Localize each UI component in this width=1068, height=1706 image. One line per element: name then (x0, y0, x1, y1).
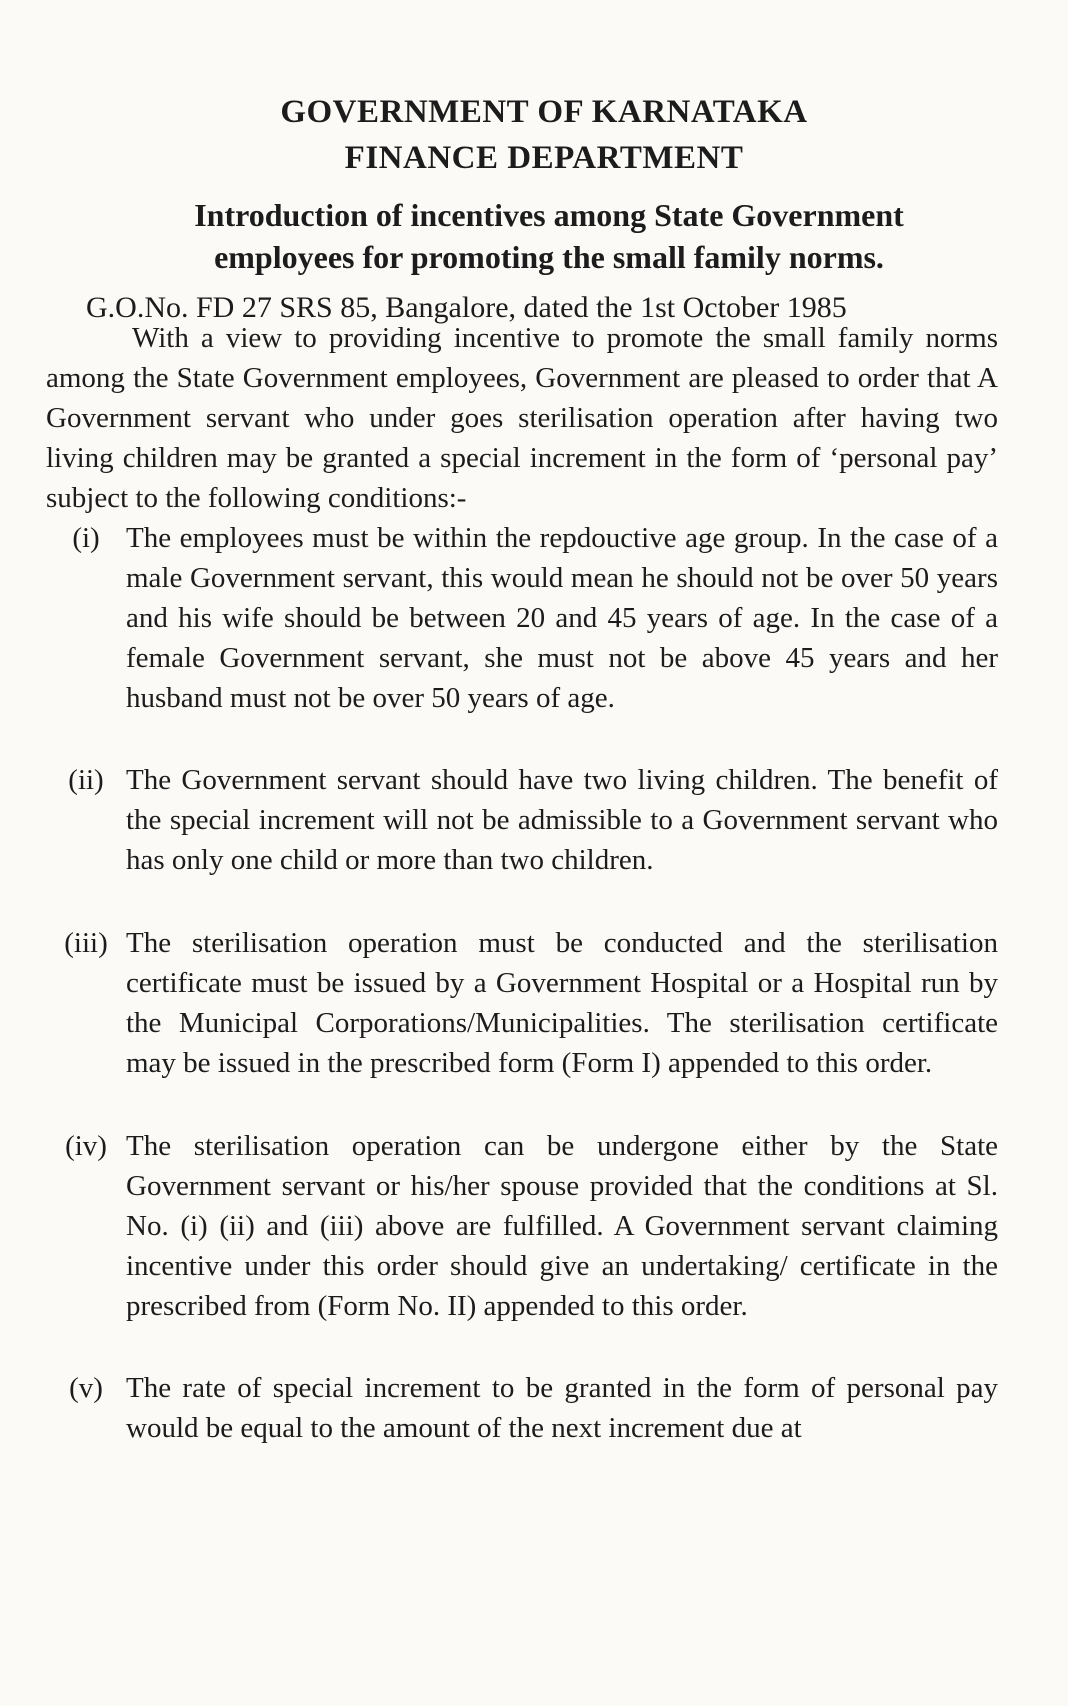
intro-paragraph: With a view to providing incentive to promote the small family norms among the State Government employees, Government are pleased to order that A Government servant who under goes sterilisation operation after having two living children may be granted a special increment in the form of ‘personal pay’ subject to the following conditions:- (46, 322, 998, 514)
condition-number: (i) (72, 522, 100, 554)
condition-text: The sterilisation operation can be undergone either by the State Government servant or his/her spouse provided that the conditions at Sl. No. (i) (ii) and (iii) above are fulfilled. A Government servant claiming incentive under this order should give an undertaking/ certificate in the prescribed from (Form No. II) appended to this order. (126, 1130, 998, 1322)
subject-heading (0, 194, 1068, 278)
department-heading: FINANCE DEPARTMENT (344, 140, 744, 176)
condition-number: (ii) (68, 764, 104, 796)
condition-text: The Government servant should have two living children. The benefit of the special increment will not be admissible to a Government servant who has only one child or more than two children. (126, 764, 998, 876)
government-heading: GOVERNMENT OF KARNATAKA (280, 94, 808, 130)
order-reference: G.O.No. FD 27 SRS 85, Bangalore, dated the 1st October 1985 (86, 291, 847, 324)
condition-text: The rate of special increment to be granted in the form of personal pay would be equal to the amount of the next increment due at (126, 1372, 998, 1444)
condition-number: (iii) (64, 927, 108, 959)
condition-text: The employees must be within the repdouctive age group. In the case of a male Government servant, this would mean he should not be over 50 years and his wife should be between 20 and 45 years of age. In the case of a female Government servant, she must not be above 45 years and her husband must not be over 50 years of age. (126, 522, 998, 714)
condition-number: (iv) (65, 1130, 107, 1162)
condition-number: (v) (69, 1372, 103, 1404)
condition-text: The sterilisation operation must be conducted and the sterilisation certificate must be issued by a Government Hospital or a Hospital run by the Municipal Corporations/Municipalities. The sterilisation certificate may be issued in the prescribed form (Form I) appended to this order. (126, 927, 998, 1079)
subject-text: Introduction of incentives among State Government employees for promoting the small family norms. (194, 197, 904, 275)
